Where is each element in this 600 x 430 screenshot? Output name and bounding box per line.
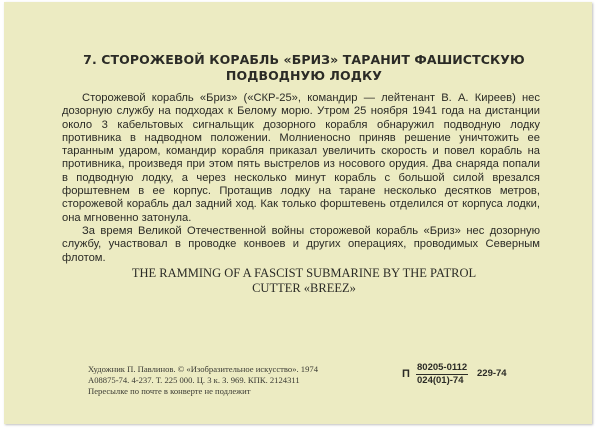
postcard-back <box>4 2 592 424</box>
publisher-imprint <box>88 364 408 396</box>
paragraph-1: Сторожевой корабль «Бриз» («СКР-25», командир — лейтенант В. А. Киреев) нес дозорную службу на подходах к Белому морю. Утром 25 ноября 1941 года на дистанции около 3 кабельтовых сигнальщик дозорного корабля обнаружил подводную лодку противника в надводном положении. Молниеносно приняв решение уничтожить ее таранным ударом, командир корабля приказал увеличить скорость и повел корабль на противника, произведя при этом пять выстрелов из носового орудия. Два снаряда попали в подводную лодку, а через несколько минут корабль с большой силой врезался форштевнем в ее корпус. Протащив лодку на таране несколько десятков метров, сторожевой корабль дал задний ход. Как только форштевень отделился от корпуса лодки, она мгновенно затонула. <box>62 92 540 224</box>
catalog-index-extra: 229-74 <box>477 368 507 379</box>
index-letter: П <box>402 368 410 380</box>
imprint-line-2: А08875-74. 4-237. Т. 225 000. Ц. 3 к. З. 969. КПК. 2124311 <box>88 374 300 385</box>
english-caption <box>44 266 564 296</box>
imprint-line-3: Пересылке по почте в конверте не подлежит <box>88 385 251 396</box>
heading-line-1: 7. СТОРОЖЕВОЙ КОРАБЛЬ «БРИЗ» ТАРАНИТ ФАШИСТСКУЮ <box>83 52 525 67</box>
catalog-index-bottom: 024(01)-74 <box>417 375 464 386</box>
paragraph-2: За время Великой Отечественной войны сторожевой корабль «Бриз» нес дозорную службу, участвовал в проводке конвоев и других операциях, проводимых Северным флотом. <box>62 224 540 264</box>
catalog-index-top: 80205-0112 <box>417 362 468 373</box>
english-caption-line-1: THE RAMMING OF A FASCIST SUBMARINE BY THE PATROL <box>131 266 477 280</box>
english-caption-line-2: CUTTER «BREEZ» <box>252 281 356 295</box>
heading-line-2: ПОДВОДНУЮ ЛОДКУ <box>225 68 383 83</box>
imprint-line-1: Художник П. Павлинов. © «Изобразительное искусство». 1974 <box>88 364 318 374</box>
description-text <box>62 92 540 265</box>
card-heading <box>44 52 564 84</box>
catalog-index <box>416 362 468 387</box>
